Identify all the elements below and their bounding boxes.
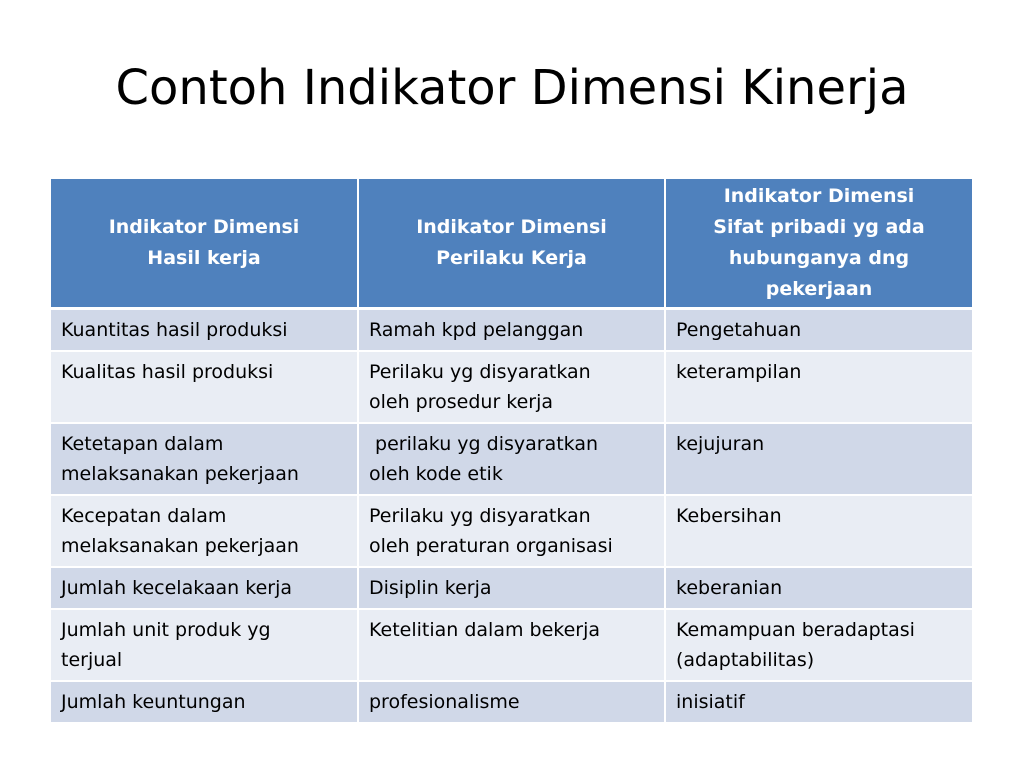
table-cell: Jumlah kecelakaan kerja <box>51 567 358 609</box>
header-line: Indikator Dimensi <box>723 185 915 207</box>
table-cell: Perilaku yg disyaratkan oleh prosedur kerja <box>358 351 665 423</box>
header-line: hubunganya dng <box>728 247 910 269</box>
table-cell: Jumlah keuntungan <box>51 681 358 723</box>
table-row <box>51 567 972 609</box>
header-row <box>51 179 972 309</box>
table-header <box>51 179 972 309</box>
header-line: Sifat pribadi yg ada <box>713 216 925 238</box>
slide-title: Contoh Indikator Dimensi Kinerja <box>115 60 909 116</box>
table-cell: Pengetahuan <box>665 309 972 352</box>
table-cell: kejujuran <box>665 423 972 495</box>
table-cell: inisiatif <box>665 681 972 723</box>
table-row <box>51 309 972 352</box>
table-cell: Kuantitas hasil produksi <box>51 309 358 352</box>
table-cell: keberanian <box>665 567 972 609</box>
table-cell: Perilaku yg disyaratkan oleh peraturan organisasi <box>358 495 665 567</box>
table-cell: Ketetapan dalam melaksanakan pekerjaan <box>51 423 358 495</box>
indicator-table-container <box>51 179 972 724</box>
table-cell: Kebersihan <box>665 495 972 567</box>
table-row <box>51 423 972 495</box>
table-cell: Disiplin kerja <box>358 567 665 609</box>
indicator-table <box>51 179 972 724</box>
table-body <box>51 309 972 724</box>
table-cell: profesionalisme <box>358 681 665 723</box>
header-line: Hasil kerja <box>147 247 261 269</box>
table-cell: Jumlah unit produk yg terjual <box>51 609 358 681</box>
header-line: Indikator Dimensi <box>108 216 300 238</box>
table-cell: Kecepatan dalam melaksanakan pekerjaan <box>51 495 358 567</box>
header-line: Perilaku Kerja <box>436 247 587 269</box>
table-row <box>51 609 972 681</box>
table-row <box>51 681 972 723</box>
table-cell: perilaku yg disyaratkan oleh kode etik <box>358 423 665 495</box>
table-cell: Kualitas hasil produksi <box>51 351 358 423</box>
table-row <box>51 495 972 567</box>
header-line: pekerjaan <box>765 278 873 300</box>
header-perilaku-kerja <box>358 179 665 309</box>
table-cell: Kemampuan beradaptasi (adaptabilitas) <box>665 609 972 681</box>
header-line: Indikator Dimensi <box>416 216 607 238</box>
header-sifat-pribadi <box>665 179 972 309</box>
header-hasil-kerja <box>51 179 358 309</box>
table-cell: keterampilan <box>665 351 972 423</box>
table-cell: Ramah kpd pelanggan <box>358 309 665 352</box>
table-cell: Ketelitian dalam bekerja <box>358 609 665 681</box>
table-row <box>51 351 972 423</box>
